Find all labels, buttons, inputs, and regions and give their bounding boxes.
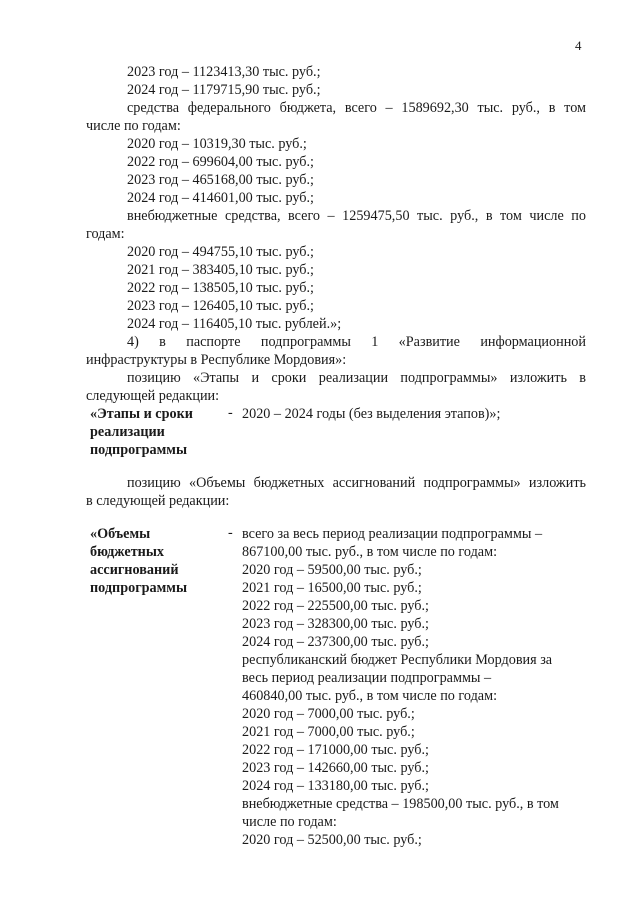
volumes-intro-line: позицию «Объемы бюджетных ассигнований подпрограммы» изложить bbox=[127, 475, 586, 491]
volumes-value-line: числе по годам: bbox=[242, 814, 337, 830]
volumes-value-line: 2024 год – 133180,00 тыс. руб.; bbox=[242, 778, 429, 794]
volumes-value-line: республиканский бюджет Республики Мордовия за bbox=[242, 652, 553, 668]
volumes-value-line: 2023 год – 328300,00 тыс. руб.; bbox=[242, 616, 429, 632]
federal-year-line: 2022 год – 699604,00 тыс. руб.; bbox=[127, 154, 314, 170]
offbudget-intro-line-cont: годам: bbox=[86, 226, 125, 242]
volumes-value-line: 2022 год – 225500,00 тыс. руб.; bbox=[242, 598, 429, 614]
stages-label-line: «Этапы и сроки bbox=[90, 406, 193, 422]
federal-intro-line-cont: числе по годам: bbox=[86, 118, 181, 134]
stages-intro-line: позицию «Этапы и сроки реализации подпрограммы» изложить в bbox=[127, 370, 586, 386]
volumes-value-line: 2020 год – 7000,00 тыс. руб.; bbox=[242, 706, 415, 722]
item-4-line-cont: инфраструктуры в Республике Мордовия»: bbox=[86, 352, 347, 368]
federal-intro-line: средства федерального бюджета, всего – 1589692,30 тыс. руб., в том bbox=[127, 100, 586, 116]
volumes-value-line: 867100,00 тыс. руб., в том числе по годам: bbox=[242, 544, 498, 560]
stages-dash: - bbox=[228, 405, 233, 421]
volumes-value-line: 2023 год – 142660,00 тыс. руб.; bbox=[242, 760, 429, 776]
offbudget-year-line: 2024 год – 116405,10 тыс. рублей.»; bbox=[127, 316, 342, 332]
volumes-value-line: всего за весь период реализации подпрограммы – bbox=[242, 526, 543, 542]
offbudget-year-line: 2020 год – 494755,10 тыс. руб.; bbox=[127, 244, 314, 260]
volumes-value-line: 460840,00 тыс. руб., в том числе по годам: bbox=[242, 688, 498, 704]
volumes-value-line: 2024 год – 237300,00 тыс. руб.; bbox=[242, 634, 429, 650]
stages-value: 2020 – 2024 годы (без выделения этапов)»; bbox=[242, 406, 501, 422]
stages-intro-line-cont: следующей редакции: bbox=[86, 388, 220, 404]
volumes-value-line: 2022 год – 171000,00 тыс. руб.; bbox=[242, 742, 429, 758]
page-number: 4 bbox=[575, 38, 582, 53]
federal-year-line: 2023 год – 465168,00 тыс. руб.; bbox=[127, 172, 314, 188]
volumes-value-line: 2020 год – 52500,00 тыс. руб.; bbox=[242, 832, 422, 848]
budget-line-2023: 2023 год – 1123413,30 тыс. руб.; bbox=[127, 64, 321, 80]
volumes-label-line: ассигнований bbox=[90, 562, 179, 578]
volumes-value-line: 2021 год – 7000,00 тыс. руб.; bbox=[242, 724, 415, 740]
volumes-value-line: внебюджетные средства – 198500,00 тыс. руб., в том bbox=[242, 796, 559, 812]
volumes-value-line: 2021 год – 16500,00 тыс. руб.; bbox=[242, 580, 422, 596]
offbudget-intro-line: внебюджетные средства, всего – 1259475,50 тыс. руб., в том числе по bbox=[127, 208, 586, 224]
item-4-line: 4) в паспорте подпрограммы 1 «Развитие информационной bbox=[127, 334, 586, 350]
volumes-intro-line-cont: в следующей редакции: bbox=[86, 493, 230, 509]
volumes-value-line: весь период реализации подпрограммы – bbox=[242, 670, 492, 686]
federal-year-line: 2024 год – 414601,00 тыс. руб.; bbox=[127, 190, 314, 206]
volumes-label-line: подпрограммы bbox=[90, 580, 188, 596]
offbudget-year-line: 2021 год – 383405,10 тыс. руб.; bbox=[127, 262, 314, 278]
offbudget-year-line: 2022 год – 138505,10 тыс. руб.; bbox=[127, 280, 314, 296]
stages-label-line: подпрограммы bbox=[90, 442, 188, 458]
budget-line-2024: 2024 год – 1179715,90 тыс. руб.; bbox=[127, 82, 321, 98]
volumes-dash: - bbox=[228, 525, 233, 541]
stages-label-line: реализации bbox=[90, 424, 165, 440]
volumes-label-line: бюджетных bbox=[90, 544, 165, 560]
volumes-value-line: 2020 год – 59500,00 тыс. руб.; bbox=[242, 562, 422, 578]
offbudget-year-line: 2023 год – 126405,10 тыс. руб.; bbox=[127, 298, 314, 314]
federal-year-line: 2020 год – 10319,30 тыс. руб.; bbox=[127, 136, 307, 152]
volumes-label-line: «Объемы bbox=[90, 526, 151, 542]
